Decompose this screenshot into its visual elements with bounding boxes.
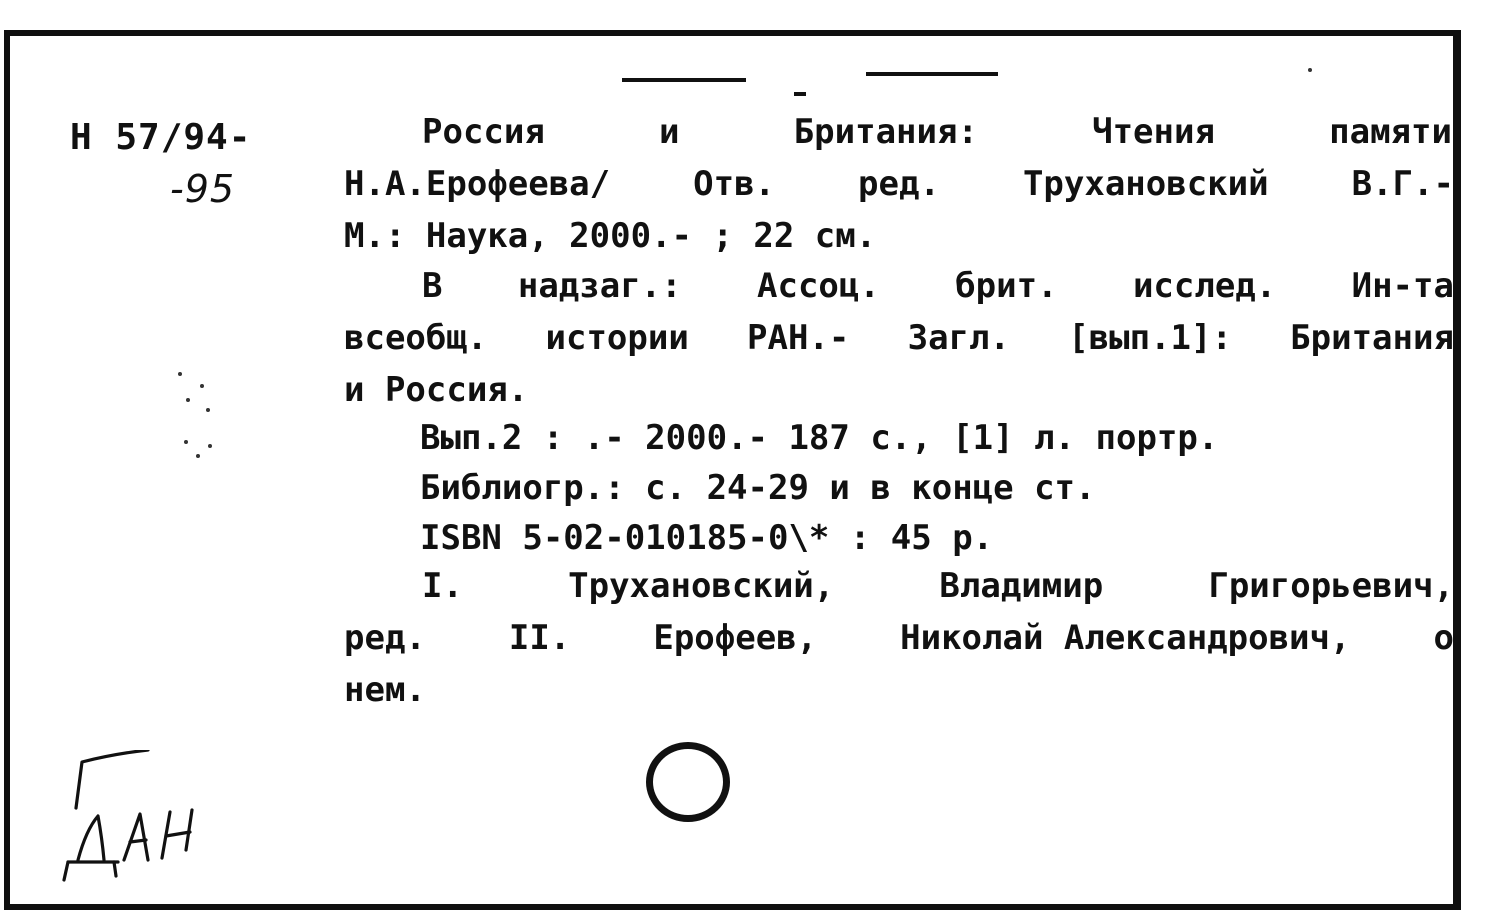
word: Николай Александрович, — [900, 618, 1351, 658]
stray-mark — [200, 384, 204, 388]
stray-mark — [184, 440, 188, 444]
word: Владимир — [939, 566, 1104, 606]
isbn-line: ISBN 5-02-010185-0\* : 45 р. — [420, 518, 994, 558]
headings-line-3: нем. — [344, 670, 426, 710]
stray-mark — [206, 408, 210, 412]
word: [вып.1]: — [1068, 318, 1232, 358]
shelfmark-line-2: -95 — [170, 167, 236, 211]
title-line-2 — [344, 164, 1454, 204]
word: Ассоц. — [757, 266, 880, 306]
word: ред. — [344, 618, 426, 658]
title-line-1 — [344, 112, 1452, 152]
word: о — [1433, 618, 1454, 658]
word: В — [422, 266, 443, 306]
note-line-1 — [344, 266, 1454, 306]
word: всеобщ. — [344, 318, 488, 358]
stray-mark — [196, 454, 200, 458]
punch-hole — [646, 742, 730, 822]
word: Григорьевич, — [1208, 566, 1454, 606]
word: истории — [545, 318, 689, 358]
stray-mark — [178, 372, 182, 376]
word: I. — [422, 566, 463, 606]
word: исслед. — [1132, 266, 1277, 306]
word: надзаг.: — [517, 266, 682, 306]
stray-mark — [208, 444, 212, 448]
headings-line-2 — [344, 618, 1454, 658]
note-line-3: и Россия. — [344, 370, 529, 410]
top-mark — [1308, 68, 1312, 72]
word: Трухановский, — [568, 566, 835, 606]
imprint-line: М.: Наука, 2000.- ; 22 см. — [344, 216, 877, 256]
word: Отв. — [693, 164, 776, 204]
word: Загл. — [907, 318, 1010, 358]
word: В.Г.- — [1351, 164, 1454, 204]
top-dash-left — [622, 78, 746, 82]
word: памяти — [1329, 112, 1452, 152]
word: ред. — [858, 164, 940, 204]
top-dash-right — [866, 72, 998, 76]
word: Британия: — [793, 112, 978, 152]
word: Британия — [1290, 318, 1454, 358]
ban-handwritten-mark — [58, 750, 208, 890]
word: Ин-та — [1351, 266, 1454, 306]
word: РАН.- — [747, 318, 850, 358]
issue-line: Вып.2 : .- 2000.- 187 с., [1] л. портр. — [420, 418, 1219, 458]
word: Ерофеев, — [653, 618, 818, 658]
word: Н.А.Ерофеева/ — [344, 164, 611, 204]
word: Россия — [422, 112, 545, 152]
shelfmark-line-1: Н 57/94- — [70, 117, 252, 158]
word: Трухановский — [1022, 164, 1269, 204]
top-dash-mid — [794, 92, 806, 96]
bibliography-line: Библиогр.: с. 24-29 и в конце ст. — [420, 468, 1096, 508]
word: брит. — [955, 266, 1058, 306]
note-line-2 — [344, 318, 1454, 358]
word: и — [659, 112, 680, 152]
headings-line-1 — [344, 566, 1454, 606]
word: II. — [508, 618, 571, 658]
word: Чтения — [1092, 112, 1215, 152]
stray-mark — [186, 398, 190, 402]
